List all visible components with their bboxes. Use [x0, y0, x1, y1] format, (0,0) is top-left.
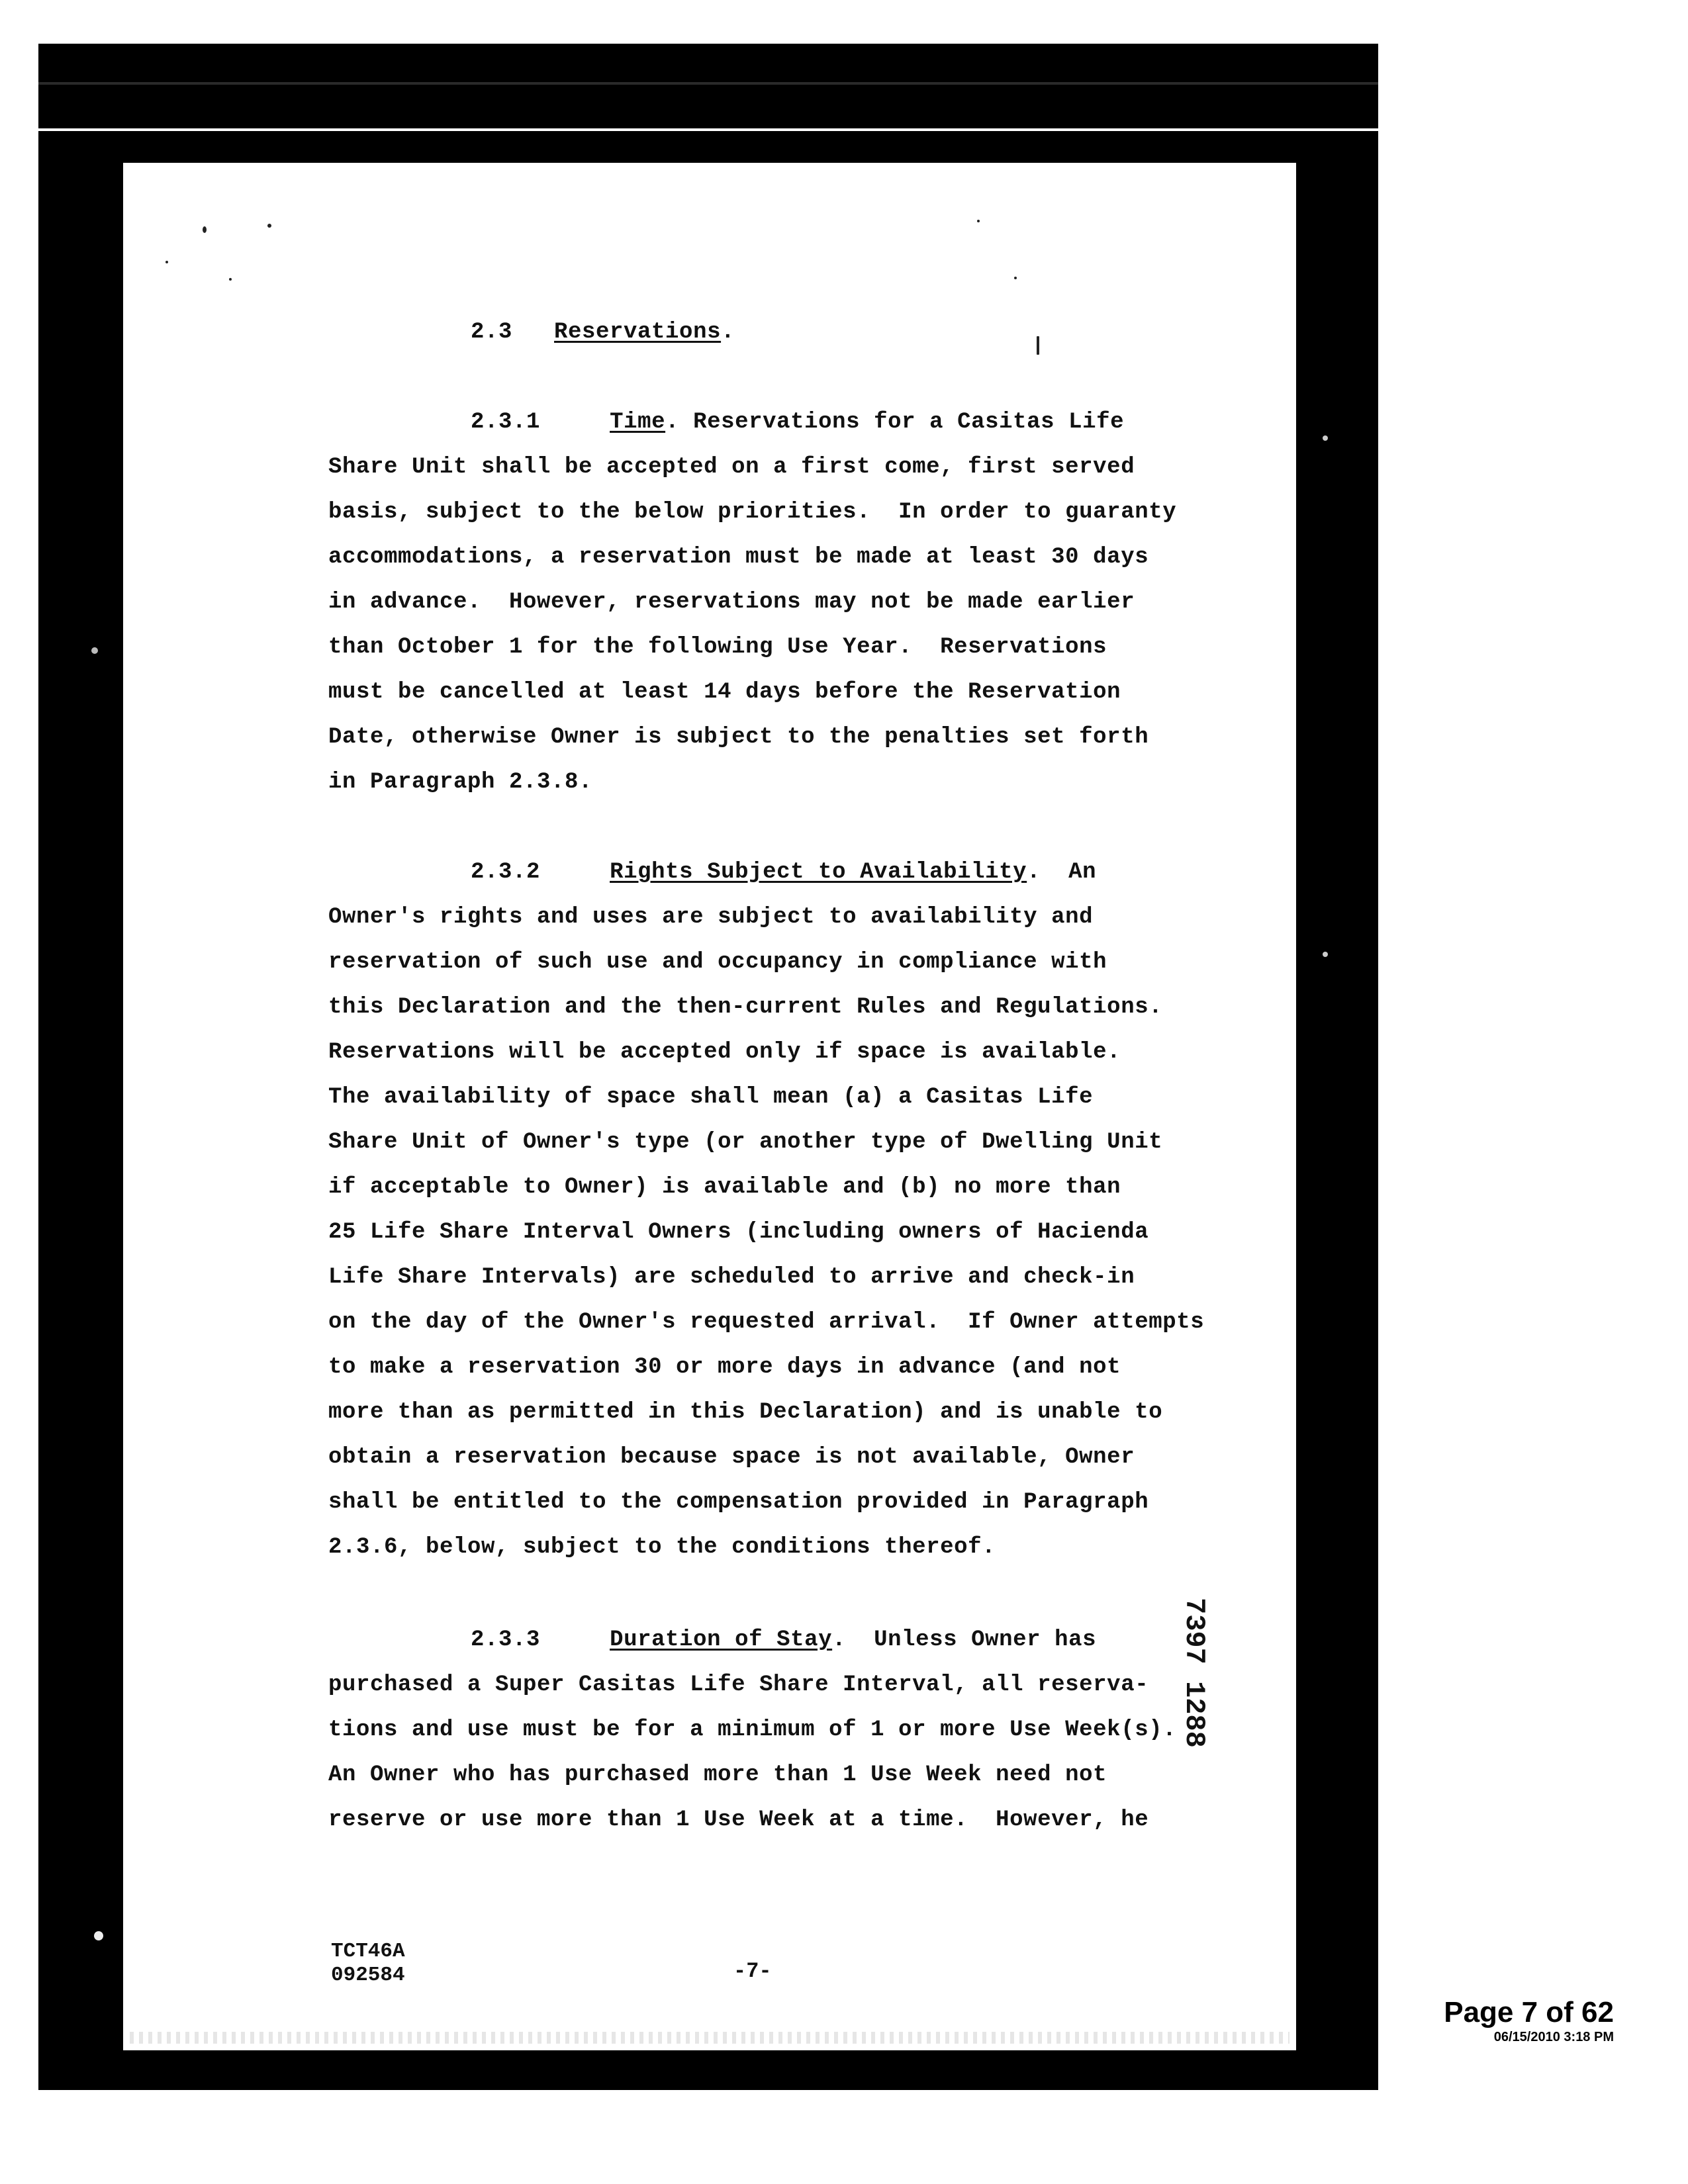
- paragraph-line: in advance. However, reservations may not be made earlier: [328, 590, 1135, 615]
- paragraph-line: 2.3.6, below, subject to the conditions thereof.: [328, 1535, 996, 1560]
- paragraph-line: if acceptable to Owner) is available and (b) no more than: [328, 1175, 1121, 1200]
- scan-speck: [94, 1931, 103, 1940]
- paragraph-line: reservation of such use and occupancy in compliance with: [328, 950, 1107, 975]
- page-number: -7-: [733, 1959, 772, 1983]
- document-text: [123, 163, 1296, 2050]
- paragraph-line: must be cancelled at least 14 days before the Reservation: [328, 680, 1121, 705]
- paragraph-line: Share Unit shall be accepted on a first come, first served: [328, 455, 1135, 480]
- paragraph-first-line: 2.3.1 Time. Reservations for a Casitas Life: [471, 410, 1125, 435]
- paragraph-line: basis, subject to the below priorities. In order to guaranty: [328, 500, 1177, 525]
- paragraph-line: tions and use must be for a minimum of 1 or more Use Week(s).: [328, 1717, 1177, 1743]
- page-counter: [1395, 1996, 1614, 2045]
- paragraph-line: shall be entitled to the compensation provided in Paragraph: [328, 1490, 1149, 1515]
- paragraph-line: purchased a Super Casitas Life Share Interval, all reserva-: [328, 1672, 1149, 1698]
- footer-code-line: TCT46A: [331, 1940, 405, 1963]
- scan-speck: [91, 647, 98, 654]
- paragraph-line: this Declaration and the then-current Rules and Regulations.: [328, 995, 1163, 1020]
- recording-stamp: 7397 1288: [1178, 1598, 1210, 1748]
- paragraph-line: An Owner who has purchased more than 1 Use Week need not: [328, 1762, 1107, 1788]
- scan-top-border: [38, 44, 1378, 128]
- section-heading: 2.3 Reservations.: [471, 320, 735, 345]
- page-label: Page 7 of 62: [1444, 1996, 1614, 2028]
- paragraph-line: The availability of space shall mean (a) a Casitas Life: [328, 1085, 1094, 1110]
- paragraph-line: reserve or use more than 1 Use Week at a time. However, he: [328, 1807, 1149, 1833]
- document-page: [123, 163, 1296, 2050]
- print-timestamp: 06/15/2010 3:18 PM: [1493, 2030, 1614, 2044]
- paragraph-line: accommodations, a reservation must be made at least 30 days: [328, 545, 1149, 570]
- paragraph-line: in Paragraph 2.3.8.: [328, 770, 593, 795]
- paragraph-line: Share Unit of Owner's type (or another type of Dwelling Unit: [328, 1130, 1163, 1155]
- paragraph-line: Date, otherwise Owner is subject to the penalties set forth: [328, 725, 1149, 750]
- paragraph-line: than October 1 for the following Use Year. Reservations: [328, 635, 1107, 660]
- footer-code-line: 092584: [331, 1964, 405, 1987]
- scan-noise: [130, 2032, 1289, 2044]
- scan-speck: [1323, 952, 1328, 957]
- paragraph-line: Life Share Intervals) are scheduled to arrive and check-in: [328, 1265, 1135, 1290]
- paragraph-line: more than as permitted in this Declaration) and is unable to: [328, 1400, 1163, 1425]
- paragraph-first-line: 2.3.3 Duration of Stay. Unless Owner has: [471, 1627, 1097, 1653]
- paragraph-line: 25 Life Share Interval Owners (including owners of Hacienda: [328, 1220, 1149, 1245]
- paragraph-line: to make a reservation 30 or more days in advance (and not: [328, 1355, 1121, 1380]
- scan-top-line: [38, 82, 1378, 85]
- paragraph-line: Reservations will be accepted only if space is available.: [328, 1040, 1121, 1065]
- paragraph-line: obtain a reservation because space is not available, Owner: [328, 1445, 1135, 1470]
- paragraph-line: on the day of the Owner's requested arrival. If Owner attempts: [328, 1310, 1205, 1335]
- scan-speck: [1323, 435, 1328, 441]
- paragraph-line: Owner's rights and uses are subject to availability and: [328, 905, 1094, 930]
- paragraph-first-line: 2.3.2 Rights Subject to Availability. An: [471, 860, 1097, 885]
